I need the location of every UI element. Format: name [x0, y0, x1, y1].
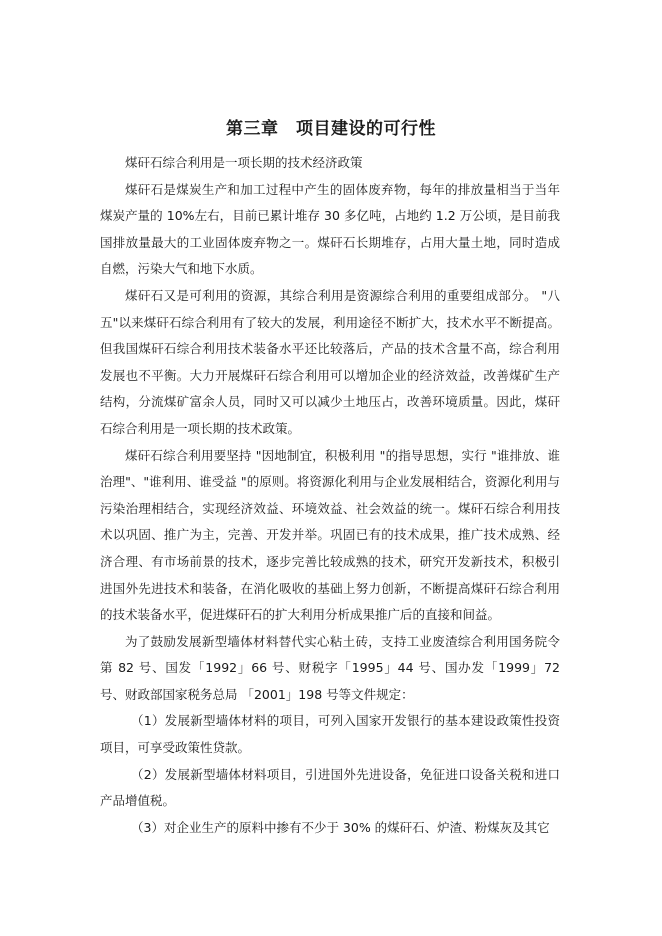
paragraph-2: 煤矸石又是可利用的资源，其综合利用是资源综合利用的重要组成部分。 "八五"以来煤矸石综合利用有了较大的发展，利用途径不断扩大，技术水平不断提高。但我国煤矸石综合利用技术装备水平还比较落后，产品的技术含量不高，综合利用发展也不平衡。大力开展煤矸石综合利用可以增加企业的经济效益，改善煤矿生产结构，分流煤矿富余人员，同时又可以减少土地压占，改善环境质量。因此，煤矸石综合利用是一项长期的技术政策。 [100, 287, 560, 436]
list-item-2: （2）发展新型墙体材料项目，引进国外先进设备，免征进口设备关税和进口产品增值税。 [100, 766, 560, 809]
paragraph-3: 煤矸石综合利用要坚持 "因地制宜，积极利用 "的指导思想，实行 "谁排放、谁治理"、"谁利用、谁受益 "的原则。将资源化利用与企业发展相结合，资源化利用与污染治理相结合，实现经济效益、环境效益、社会效益的统一。煤矸石综合利用技术以巩固、推广为主，完善、开发并举。巩固已有的技术成果，推广技术成熟、经济合理、有市场前景的技术，逐步完善比较成熟的技术，研究开发新技术，积极引进国外先进技术和装备，在消化吸收的基础上努力创新，不断提高煤矸石综合利用的技术装备水平，促进煤矸石的扩大利用分析成果推广后的直接和间益。 [100, 447, 560, 623]
paragraph-1: 煤矸石是煤炭生产和加工过程中产生的固体废弃物，每年的排放量相当于当年煤炭产量的 10%左右，目前已累计堆存 30 多亿吨，占地约 1.2 万公顷，是目前我国排放量最大的工业固体废弃物之一。煤矸石长期堆存，占用大量土地，同时造成自燃，污染大气和地下水质。 [100, 181, 560, 277]
list-item-3: （3）对企业生产的原料中掺有不少于 30% 的煤矸石、炉渣、粉煤灰及其它 [131, 819, 550, 835]
chapter-title: 第三章 项目建设的可行性 [226, 119, 436, 139]
paragraph-subtitle: 煤矸石综合利用是一项长期的技术经济政策 [125, 155, 363, 170]
document-body [100, 150, 560, 841]
paragraph-4: 为了鼓励发展新型墙体材料替代实心粘土砖，支持工业废渣综合利用国务院令第 82 号、国发「1992」66 号、财税字「1995」44 号、国办发「1999」72 号、财政部国家税务总局 「2001」198 号等文件规定： [100, 633, 560, 702]
list-item-1: （1）发展新型墙体材料的项目，可列入国家开发银行的基本建设政策性投资项目，可享受政策性贷款。 [100, 713, 560, 756]
